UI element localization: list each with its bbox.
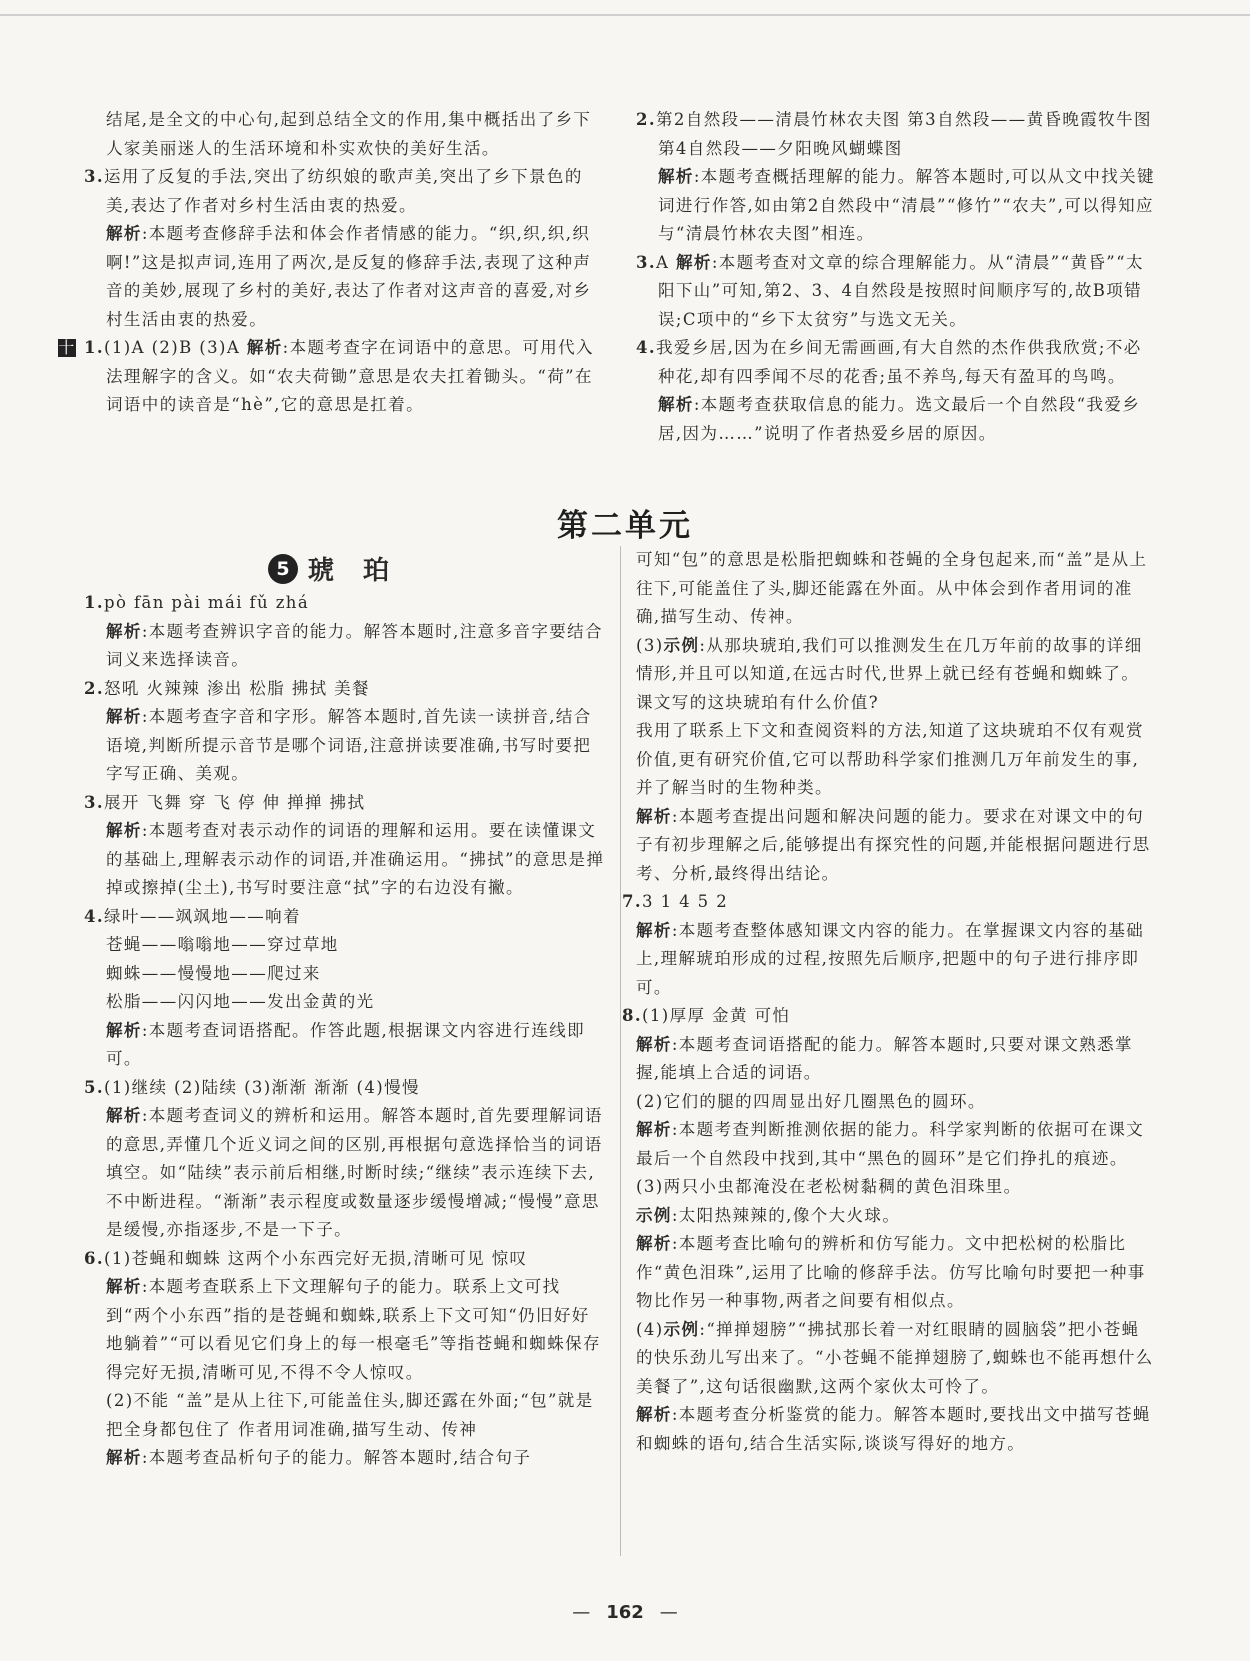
analysis	[84, 703, 606, 789]
section-ten-icon: 十	[58, 338, 76, 357]
answer-line: (2)不能 “盖”是从上往下,可能盖住头,脚还露在外面;“包”就是把全身都包住了 作者用词准确,描写生动、传神	[106, 1391, 594, 1439]
answer-text: 我爱乡居,因为在乡间无需画画,有大自然的杰作供我欣赏;不必种花,却有四季闻不尽的花香;虽不养鸟,每天有盈耳的鸟鸣。	[656, 338, 1142, 386]
analysis	[636, 803, 1156, 889]
answer-text: 展开 飞舞 穿 飞 停 伸 掸掸 拂拭	[104, 792, 366, 812]
item-number: 4.	[84, 906, 105, 926]
analysis-label: 解析	[636, 1034, 672, 1054]
answer-text: (1)A (2)B (3)A	[104, 338, 247, 357]
answer-item	[636, 249, 1156, 335]
page-number-text: 162	[606, 1602, 644, 1623]
analysis-label: 解析	[636, 1234, 672, 1253]
answer-line: 蜘蛛——慢慢地——爬过来	[106, 963, 321, 983]
analysis	[636, 1230, 1156, 1316]
item-number: 7.	[622, 892, 643, 911]
answer-item	[636, 106, 1156, 163]
analysis	[84, 817, 606, 903]
analysis-text: :本题考查对文章的综合理解能力。从“清晨”“黄昏”“太阳下山”可知,第2、3、4自然段是按照时间顺序写的,故B项错误;C项中的“乡下太贫穷”与选文无关。	[658, 252, 1144, 329]
analysis	[636, 1401, 1156, 1458]
answer-item	[84, 675, 606, 704]
answer-item	[84, 589, 606, 618]
item-number: 8.	[622, 1006, 643, 1025]
sub-number: (3)	[636, 635, 664, 655]
page-dash-left: —	[572, 1602, 591, 1623]
lesson-title-text: 琥 珀	[308, 556, 400, 586]
analysis-label: 解析	[106, 821, 142, 840]
analysis-label: 解析	[636, 1405, 672, 1424]
example-label: 示例	[663, 1319, 700, 1339]
answer-item	[84, 163, 606, 220]
bottom-right-column	[622, 546, 1156, 1458]
analysis-text: :本题考查整体感知课文内容的能力。在掌握课文内容的基础上,理解琥珀形成的过程,按照先后顺序,把题中的句子进行排序即可。	[636, 920, 1145, 997]
analysis-text: :本题考查词义的辨析和运用。解答本题时,首先要理解词语的意思,弄懂几个近义词之间的区别,再根据句意选择恰当的词语填空。如“陆续”表示前后相继,时断时续;“继续”表示连续下去,不中断进程。“渐渐”表示程度或数量逐步缓慢增减;“慢慢”意思是缓慢,亦指逐步,不是一下子。	[106, 1106, 603, 1239]
answer-line: 松脂——闪闪地——发出金黄的光	[106, 992, 375, 1011]
item-number: 1.	[84, 338, 105, 357]
example-label: 示例	[663, 635, 700, 655]
analysis-text: :本题考查品析句子的能力。解答本题时,结合句子	[141, 1448, 532, 1467]
top-right-column	[636, 106, 1156, 448]
item-number: 3.	[84, 792, 105, 812]
example-text: :“掸掸翅膀”“拂拭那长着一对红眼睛的圆脑袋”把小苍蝇的快乐劲儿写出来了。“小苍蝇不能掸翅膀了,蜘蛛也不能再想什么美餐了”,这句话很幽默,这两个家伙太可怜了。	[636, 1319, 1154, 1396]
analysis	[636, 1031, 1156, 1088]
answer-text: (1)厚厚 金黄 可怕	[642, 1006, 791, 1025]
answer-line: 课文写的这块琥珀有什么价值?	[636, 692, 879, 712]
answer-line: 可知“包”的意思是松脂把蜘蛛和苍蝇的全身包起来,而“盖”是从上往下,可能盖住了头,脚还能露在外面。从中体会到作者用词的准确,描写生动、传神。	[636, 550, 1148, 626]
answer-text: 运用了反复的手法,突出了纺织娘的歌声美,突出了乡下景色的美,表达了作者对乡村生活由衷的热爱。	[104, 167, 583, 215]
analysis	[84, 1444, 606, 1473]
example	[636, 1316, 1156, 1402]
analysis-label: 解析	[106, 1106, 142, 1125]
unit-title: 第二单元	[557, 508, 693, 544]
analysis-text: :本题考查比喻句的辨析和仿写能力。文中把松树的松脂比作“黄色泪珠”,运用了比喻的修辞手法。仿写比喻句时要把一种事物比作另一种事物,两者之间要有相似点。	[636, 1234, 1146, 1310]
answer-text: 第2自然段——清晨竹林农夫图 第3自然段——黄昏晚霞牧牛图 第4自然段——夕阳晚风蝴蝶图	[656, 110, 1152, 158]
example-text: :太阳热辣辣的,像个大火球。	[671, 1205, 901, 1225]
analysis-text: :本题考查字音和字形。解答本题时,首先读一读拼音,结合语境,判断所提示音节是哪个词语,注意拼读要准确,书写时要把字写正确、美观。	[106, 707, 592, 783]
item-number: 2.	[84, 678, 105, 698]
answer-text: 怒吼 火辣辣 渗出 松脂 拂拭 美餐	[104, 678, 370, 698]
analysis	[84, 1017, 606, 1074]
analysis	[84, 1273, 606, 1387]
top-left-column	[58, 106, 606, 420]
answer-text: 绿叶——飒飒地——响着	[104, 906, 301, 926]
analysis-label: 解析	[106, 1448, 142, 1467]
example-label: 示例	[636, 1205, 672, 1225]
analysis	[84, 1102, 606, 1245]
answer-text: 3 1 4 5 2	[642, 892, 729, 911]
analysis	[636, 917, 1156, 1003]
analysis-text: :本题考查联系上下文理解句子的能力。联系上文可找到“两个小东西”指的是苍蝇和蜘蛛,联系上下文可知“仍旧好好地躺着”“可以看见它们身上的每一根毫毛”等指苍蝇和蜘蛛保存得完好无损,清晰可见,不得不令人惊叹。	[106, 1277, 601, 1382]
answer-text: A	[656, 252, 676, 272]
analysis-label: 解析	[676, 252, 712, 272]
paragraph-text: 结尾,是全文的中心句,起到总结全文的作用,集中概括出了乡下人家美丽迷人的生活环境和朴实欢快的美好生活。	[106, 110, 592, 158]
analysis-label: 解析	[106, 621, 142, 641]
example-text: :从那块琥珀,我们可以推测发生在几万年前的故事的详细情形,并且可以知道,在远古时代,世界上就已经有苍蝇和蜘蛛了。	[636, 635, 1143, 683]
example	[636, 1202, 1156, 1231]
answer-item	[84, 1074, 606, 1103]
analysis	[636, 391, 1156, 448]
item-number: 4.	[636, 338, 657, 357]
answer-item	[84, 789, 606, 818]
analysis	[636, 1116, 1156, 1173]
page-number	[0, 1602, 1250, 1623]
analysis-label: 解析	[636, 806, 672, 826]
analysis-text: :本题考查词语搭配。作答此题,根据课文内容进行连线即可。	[106, 1020, 586, 1068]
item-number: 3.	[636, 252, 657, 272]
analysis-label: 解析	[106, 1020, 142, 1040]
analysis-text: :本题考查辨识字音的能力。解答本题时,注意多音字要结合词义来选择读音。	[106, 621, 603, 669]
answer-text: (1)苍蝇和蜘蛛 这两个小东西完好无损,清晰可见 惊叹	[104, 1248, 528, 1268]
page-dash-right: —	[659, 1602, 678, 1623]
item-number: 1.	[84, 593, 105, 612]
analysis-text: :本题考查词语搭配的能力。解答本题时,只要对课文熟悉掌握,能填上合适的词语。	[636, 1034, 1133, 1082]
answer-item	[58, 334, 606, 420]
answer-item	[636, 334, 1156, 391]
analysis-label: 解析	[106, 707, 142, 726]
item-number: 3.	[84, 167, 105, 186]
paragraph	[84, 106, 606, 163]
analysis-text: :本题考查字在词语中的意思。可用代入法理解字的含义。如“农夫荷锄”意思是农夫扛着锄头。“荷”在词语中的读音是“hè”,它的意思是扛着。	[106, 338, 594, 414]
item-number: 5.	[84, 1077, 105, 1097]
answer-item	[84, 1245, 606, 1274]
analysis-label: 解析	[658, 395, 694, 414]
analysis-text: :本题考查分析鉴赏的能力。解答本题时,要找出文中描写苍蝇和蜘蛛的语句,结合生活实际,谈谈写得好的地方。	[636, 1405, 1151, 1453]
analysis-text: :本题考查修辞手法和体会作者情感的能力。“织,织,织,织啊!”这是拟声词,连用了两次,是反复的修辞手法,表现了这种声音的美妙,展现了乡村的美好,表达了作者对这声音的喜爱,对乡村生活由衷的热爱。	[106, 224, 592, 329]
answer-item	[84, 903, 606, 932]
answer-line: (2)它们的腿的四周显出好几圈黑色的圆环。	[636, 1091, 986, 1111]
answer-item	[622, 1002, 1156, 1031]
answer-line: (3)两只小虫都淹没在老松树黏稠的黄色泪珠里。	[636, 1177, 1022, 1196]
sub-number: (4)	[636, 1319, 664, 1339]
lesson-number-badge: 5	[268, 554, 298, 584]
item-number: 6.	[84, 1248, 105, 1268]
example	[636, 632, 1156, 689]
analysis-text: :本题考查获取信息的能力。选文最后一个自然段“我爱乡居,因为……”说明了作者热爱乡居的原因。	[658, 395, 1141, 443]
bottom-left-column	[84, 589, 606, 1473]
analysis	[636, 163, 1156, 249]
answer-text: pò fān pài mái fǔ zhá	[104, 593, 310, 612]
analysis-text: :本题考查概括理解的能力。解答本题时,可以从文中找关键词进行作答,如由第2自然段中“清晨”“修竹”“农夫”,可以得知应与“清晨竹林农夫图”相连。	[658, 167, 1155, 243]
analysis	[84, 618, 606, 675]
analysis-text: :本题考查提出问题和解决问题的能力。要求在对课文中的句子有初步理解之后,能够提出有探究性的问题,并能根据问题进行思考、分析,最终得出结论。	[636, 806, 1151, 883]
answer-item	[622, 888, 1156, 917]
analysis-label: 解析	[636, 1120, 672, 1139]
analysis-label: 解析	[106, 224, 142, 243]
answer-line: 苍蝇——嗡嗡地——穿过草地	[106, 935, 339, 954]
item-number: 2.	[636, 110, 657, 129]
lesson-title	[268, 550, 399, 587]
top-rule	[0, 14, 1250, 16]
analysis-label: 解析	[106, 1277, 142, 1296]
analysis-text: :本题考查判断推测依据的能力。科学家判断的依据可在课文最后一个自然段中找到,其中“黑色的圆环”是它们挣扎的痕迹。	[636, 1120, 1145, 1168]
answer-text: (1)继续 (2)陆续 (3)渐渐 渐渐 (4)慢慢	[104, 1077, 420, 1097]
analysis-text: :本题考查对表示动作的词语的理解和运用。要在读懂课文的基础上,理解表示动作的词语,并准确运用。“拂拭”的意思是掸掉或擦掉(尘土),书写时要注意“拭”字的右边没有撇。	[106, 821, 605, 897]
analysis-label: 解析	[636, 920, 672, 940]
analysis	[84, 220, 606, 334]
column-divider	[620, 546, 621, 1556]
analysis-label: 解析	[246, 338, 283, 357]
answer-line: 我用了联系上下文和查阅资料的方法,知道了这块琥珀不仅有观赏价值,更有研究价值,它可以帮助科学家们推测几万年前发生的事,并了解当时的生物种类。	[636, 721, 1144, 797]
analysis-label: 解析	[658, 167, 694, 186]
